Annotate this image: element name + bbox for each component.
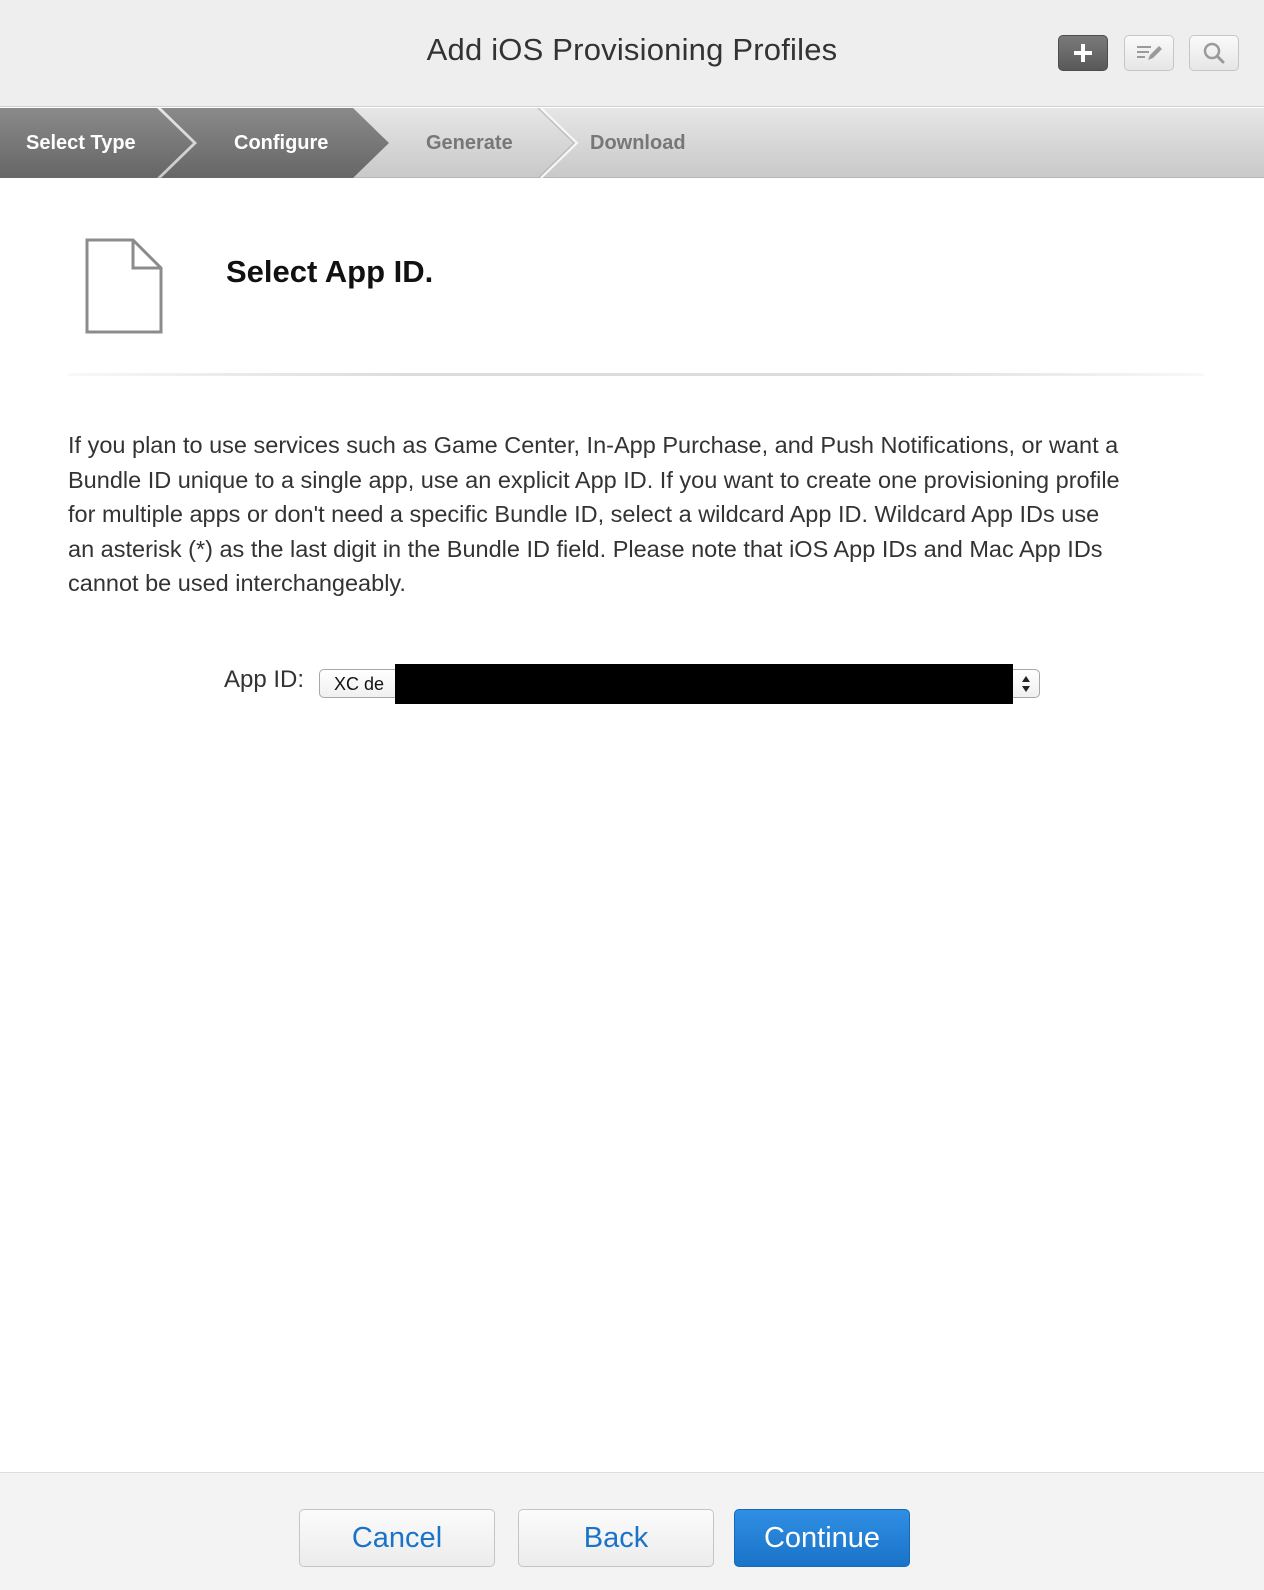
- section-divider: [68, 373, 1204, 376]
- step-select-type: Select Type: [26, 132, 136, 154]
- continue-button[interactable]: Continue: [734, 1509, 910, 1567]
- back-button[interactable]: Back: [518, 1509, 714, 1567]
- redacted-region: [395, 664, 1013, 704]
- add-button[interactable]: [1058, 35, 1108, 71]
- edit-button[interactable]: [1124, 35, 1174, 71]
- footer-bar: [0, 1472, 1264, 1590]
- document-icon: [85, 238, 163, 334]
- page-title: Add iOS Provisioning Profiles: [426, 32, 838, 67]
- app-id-selected-value: XC de: [334, 674, 385, 694]
- step-separator-generate-shadow: [538, 108, 574, 178]
- step-generate: Generate: [426, 132, 513, 154]
- app-id-description: If you plan to use services such as Game Center, In-App Purchase, and Push Notifications, or want a Bundle ID unique to a single app, use an explicit App ID. If you want to create one provisioning profile for multiple apps or don't need a specific Bundle ID, select a wildcard App ID. Wildcard App IDs use an asterisk (*) as the last digit in the Bundle ID field. Please note that iOS App IDs and Mac App IDs cannot be used interchangeably.: [68, 432, 1120, 596]
- step-configure: Configure: [234, 132, 329, 154]
- section-title: Select App ID.: [226, 254, 434, 289]
- search-icon: [1202, 41, 1226, 65]
- step-download: Download: [590, 132, 686, 154]
- progress-steps: [0, 108, 1264, 178]
- edit-icon: [1134, 42, 1164, 64]
- step-separator-generate: [541, 108, 577, 178]
- search-button[interactable]: [1189, 35, 1239, 71]
- select-arrows-icon: [1021, 675, 1031, 693]
- app-id-label: App ID:: [224, 666, 305, 693]
- plus-icon: [1072, 42, 1094, 64]
- window-header: [0, 0, 1264, 107]
- cancel-button[interactable]: Cancel: [299, 1509, 495, 1567]
